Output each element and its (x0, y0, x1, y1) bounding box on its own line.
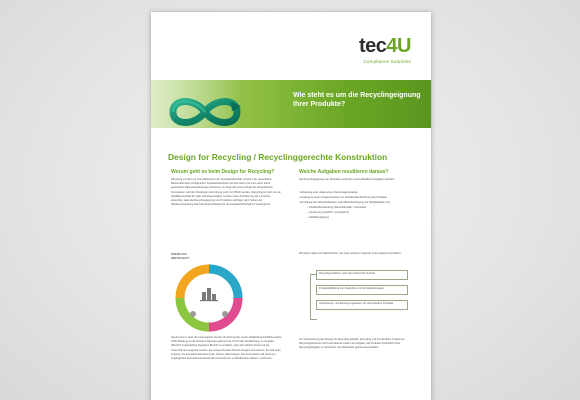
right-middle-text: Wir bilden dabei auf Datenbanken, die unter anderem folgende Informationen beinhalten: (299, 252, 402, 255)
banner-title: Wie steht es um die Recyclingeignung Ihrer Produkte? (293, 92, 421, 108)
left-paragraph-2: Heute kommt, dass der Gesetzgeber bei der Umsetzung der neuen Abfallrahmenrichtlinie (siehe SCIP-Meldung an die ECHA) Folgendes geformt hat. Durch die Verpflichtung, in zentralen öffentlich zugänglichen Registern Bericht zu erstatten, kann der erhöhte Druck auf die Unternehmen ausgeübt werden, die entsprechenden Bestimmungen umzusetzen. Es wird auch erwartet, die komplette Erreichung der Quoten offenzulegen. Die Kommission will durch ein zugängliches Informationsmaterial die Unternehmen im Wettbewerb stärken, motivieren. (171, 336, 282, 361)
database-box: Verwertungs- und Entsorgungskosten für verschiedene Produkte (316, 300, 408, 310)
right-subheading: Welche Aufgaben resultieren daraus? (299, 169, 389, 175)
circular-economy-diagram (173, 262, 245, 334)
left-paragraph-1: Recycling ist nicht nur eine Maßnahme der Kreislaufwirtschaft, sondern der wesentliche Bestandteil einer erfolgreichen Kreislaufwirtschaft und wird mehr und mehr auch durch gesetzliche Rahmenbedingungen bestimmt. Im Zuge des Green Deals der Europäischen Kommission wird die Ökodesign-Verordnung mehr zur Pflicht werden. Recycling ist nicht nur ein Qualitätsmerkmal für viele Industrieprodukte, sondern auch Anforderung. Es ist bereits erkennbar, dass die Recyclingeignung von Produkten wichtiger wird. Neben der Wiederverwendung steht die Recycelbarkeit für die Kreislaufwirtschaft im Vordergrund. (171, 178, 281, 207)
task-subitem: – Werkstoffverwertung (Sekundärstoffe / Granulate) (307, 206, 367, 209)
task-item: • Erstellung einer allgemeinen Demontagestrategie (299, 191, 358, 194)
database-boxes (316, 270, 412, 326)
logo-word-accent: 4U (386, 35, 411, 57)
task-item: • Festlegung einer Vorgehensweise zur Schadstoffentfrachtung der Produkte (299, 196, 387, 199)
logo-wordmark (359, 36, 411, 56)
logo (359, 36, 411, 64)
logo-word-main: tec (359, 35, 387, 57)
task-list (299, 190, 391, 220)
left-subheading: Worum geht es beim Design for Recycling? (171, 169, 275, 175)
cycle-label: KREISLAUF- WIRTSCHAFT (171, 252, 190, 260)
database-box: Produktabbildung von Zielstoffen und Schadstoffmengen (316, 285, 408, 295)
page-heading: Design for Recycling / Recyclinggerechte Konstruktion (168, 152, 388, 162)
box-bracket (310, 274, 317, 320)
task-subitem: – Abfallbeseitigung (307, 216, 329, 219)
logo-tagline: Compliance Solutions (363, 59, 411, 64)
task-item: • Ermittlung der Verwertbarkeiten unter Berücksichtigung der Möglichkeiten von: (299, 201, 391, 204)
right-intro: Die Recyclingeignung von Produkten wird über unterschiedliche Aufgaben definiert: (299, 178, 395, 181)
infinity-recycling-icon (165, 92, 245, 132)
right-closing-text: Zur Verbesserung des Design for Recycling arbeiten Recycling und Konstruktion zusammen. Recyclingfachleute und Konstrukteure haben die Aufgabe, die Produkte hinsichtlich ihrer Recyclingfähigkeit zu optimieren und Werkstoffe gezielt auszuwählen. (299, 338, 406, 350)
task-subitem: – Verwertung (stofflich / energetisch) (307, 211, 350, 214)
database-box: Recyclingverfahren nach dem Stand der Technik (316, 270, 408, 280)
brochure-page (151, 12, 431, 400)
